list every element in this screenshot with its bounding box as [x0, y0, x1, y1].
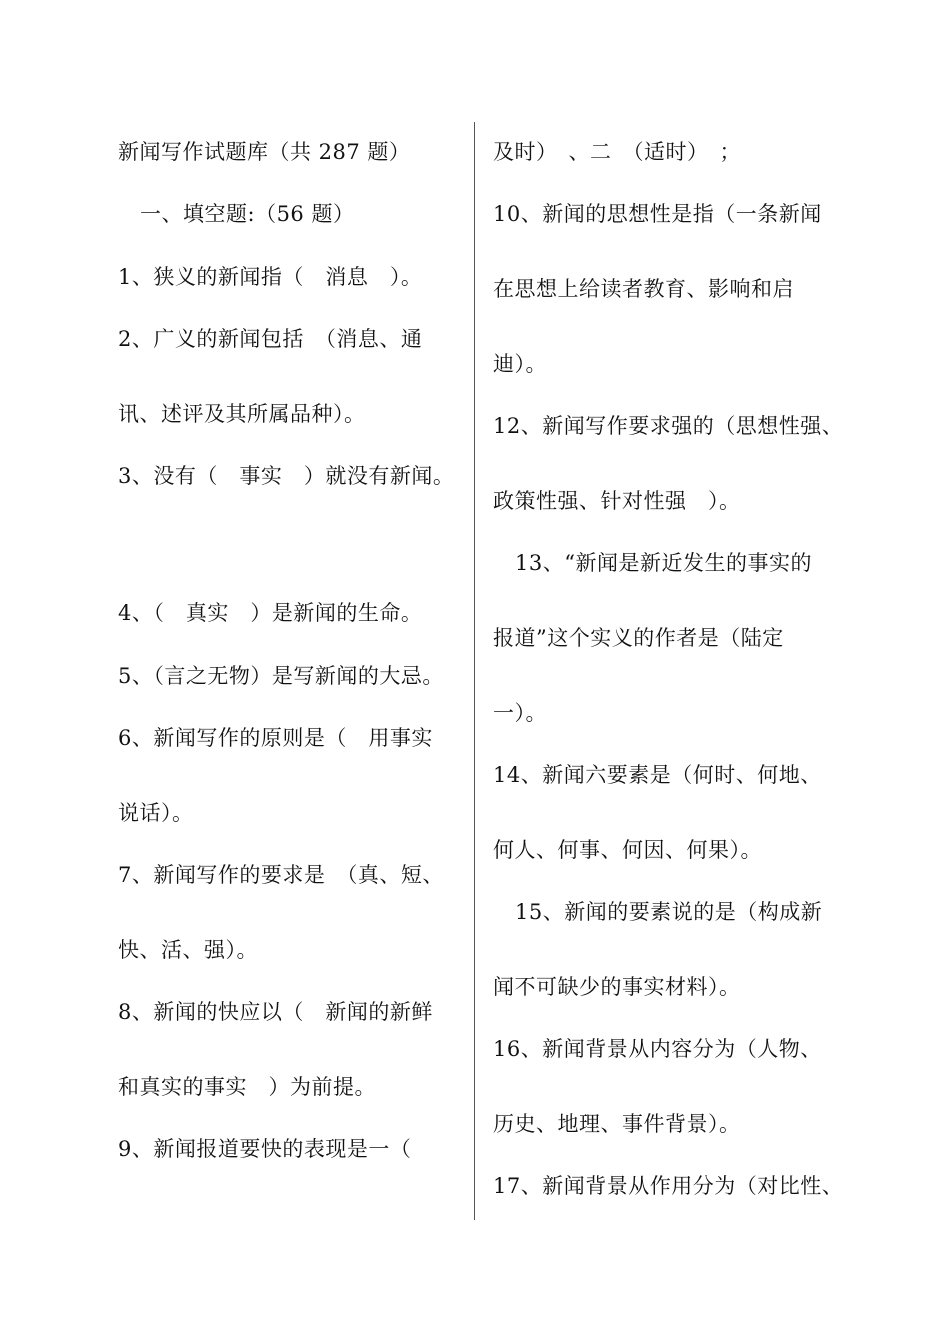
question-line: 和真实的事实 ）为前提。: [118, 1075, 376, 1099]
question-line: 5、（言之无物）是写新闻的大忌。: [118, 664, 444, 688]
question-line: 2、广义的新闻包括 （消息、通: [118, 327, 423, 351]
question-line: 13、“新闻是新近发生的事实的: [515, 551, 812, 575]
question-line: 及时） 、二 （适时） ；: [493, 140, 741, 164]
question-line: 8、新闻的快应以（ 新闻的新鲜: [118, 1000, 433, 1024]
question-line: 历史、地理、事件背景）。: [493, 1112, 741, 1136]
question-line: 政策性强、针对性强 ）。: [493, 489, 741, 513]
question-line: 15、新闻的要素说的是（构成新: [515, 900, 823, 924]
question-line: 9、新闻报道要快的表现是一（: [118, 1137, 412, 1161]
question-line: 6、新闻写作的原则是（ 用事实: [118, 726, 433, 750]
question-line: 何人、何事、何因、何果）。: [493, 838, 762, 862]
section-heading: 一、填空题:（56 题）: [140, 202, 355, 226]
question-line: 说话）。: [118, 801, 194, 825]
column-divider: [474, 122, 475, 1220]
question-line: 10、新闻的思想性是指（一条新闻: [493, 202, 822, 226]
question-line: 迪）。: [493, 352, 547, 376]
question-line: 1、狭义的新闻指（ 消息 ）。: [118, 265, 423, 289]
question-line: 快、活、强）。: [118, 938, 258, 962]
question-line: 报道”这个实义的作者是（陆定: [493, 626, 784, 650]
question-line: 17、新闻背景从作用分为（对比性、: [493, 1174, 844, 1198]
question-line: 4、（ 真实 ）是新闻的生命。: [118, 601, 423, 625]
question-line: 一）。: [493, 701, 547, 725]
question-line: 7、新闻写作的要求是 （真、短、: [118, 863, 444, 887]
question-line: 14、新闻六要素是（何时、何地、: [493, 763, 822, 787]
question-line: 讯、述评及其所属品种）。: [118, 402, 366, 426]
question-line: 在思想上给读者教育、影响和启: [493, 277, 794, 301]
document-title: 新闻写作试题库（共 287 题）: [118, 140, 411, 164]
question-line: 16、新闻背景从内容分为（人物、: [493, 1037, 822, 1061]
question-line: 闻不可缺少的事实材料）。: [493, 975, 741, 999]
question-line: 12、新闻写作要求强的（思想性强、: [493, 414, 844, 438]
question-line: 3、没有（ 事实 ）就没有新闻。: [118, 464, 455, 488]
